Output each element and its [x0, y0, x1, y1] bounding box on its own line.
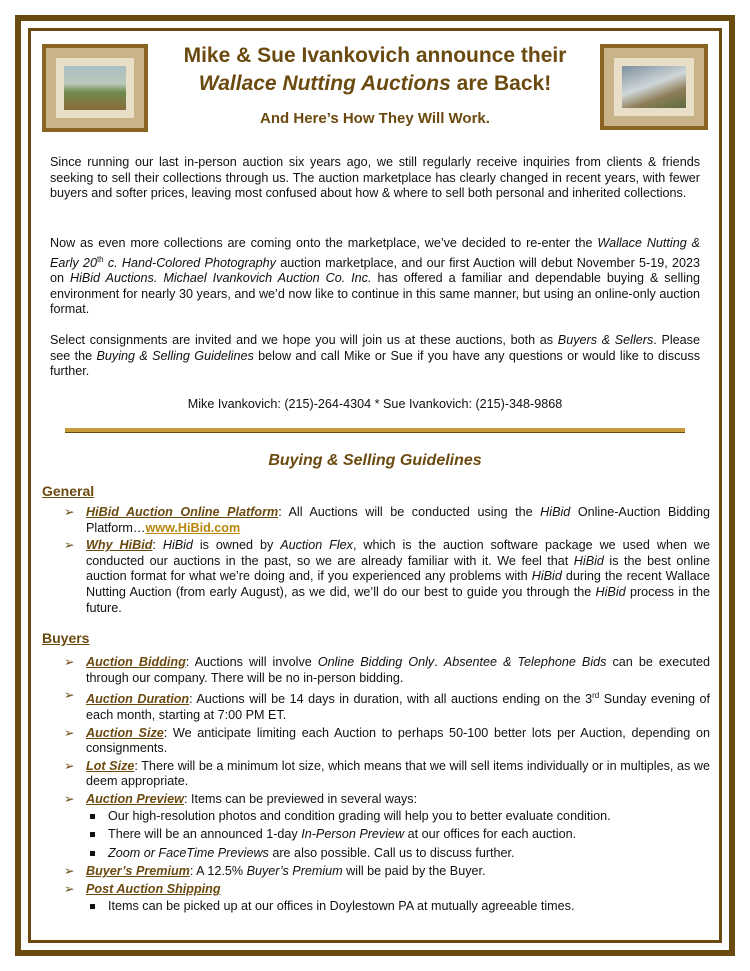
arrow-icon: ➢: [64, 725, 75, 740]
buyers-list: [64, 655, 710, 917]
square-bullet-icon: [90, 851, 95, 856]
arrow-icon: ➢: [64, 758, 75, 773]
list-item: ➢ Auction Duration: Auctions will be 14 days in duration, with all auctions ending on the 3rd Sunday evening of each month, starting at 7:00 PM ET.: [64, 688, 711, 722]
arrow-icon: ➢: [64, 655, 75, 669]
arrow-icon: ➢: [64, 881, 75, 896]
list-item: ➢ Auction Bidding: Auctions will involve Online Bidding Only. Absentee & Telephone Bids can be executed through our company. There will be no in-person bidding.: [64, 655, 711, 685]
page-subtitle: And Here’s How They Will Work.: [260, 110, 490, 127]
guidelines-title: Buying & Selling Guidelines: [268, 452, 482, 469]
list-item: ➢ HiBid Auction Online Platform: All Auctions will be conducted using the HiBid Online-Auction Bidding Platform…www.HiBid.com: [64, 505, 710, 535]
sub-item: Our high-resolution photos and condition grading will help you to better evaluate condition.: [86, 809, 710, 825]
intro-paragraph-3: Select consignments are invited and we hope you will join us at these auctions, both as Buyers & Sellers. Please see the Buying & Selling Guidelines below and call Mike or Sue if you have any questions or would like to discuss further.: [50, 333, 700, 378]
arrow-icon: ➢: [64, 505, 75, 519]
list-item: ➢ Auction Preview: Items can be previewed in several ways: Our high-resolution photos and condition grading will help you to better evaluate condition. There will be an announced 1-day In-Person Preview at our offices for each auction. Zoom or FaceTime Previews are also possible. Call us to discuss further.: [64, 792, 710, 861]
hibid-link[interactable]: www.HiBid.com: [145, 520, 241, 535]
page-title: Mike & Sue Ivankovich announce their: [183, 44, 567, 67]
arrow-icon: ➢: [64, 538, 75, 553]
sub-item: There will be an announced 1-day In-Person Preview at our offices for each auction.: [86, 827, 710, 843]
arrow-icon: ➢: [64, 791, 75, 806]
heading-buyers: Buyers: [42, 630, 90, 646]
preview-sublist: [86, 809, 710, 862]
heading-general: General: [42, 483, 95, 499]
intro-paragraph-2: Now as even more collections are coming onto the marketplace, we’ve decided to re-enter the Wallace Nutting & Early 20th c. Hand-Colored Photography auction marketplace, and our first Auction will debut November 5-19, 2023 on HiBid Auctions. Michael Ivankovich Auction Co. Inc. has offered a familiar and dependable buying & selling environment for nearly 30 years, and we’d now like to continue in this same manner, but using an online-only auction format.: [50, 236, 701, 317]
arrow-icon: ➢: [64, 688, 75, 703]
list-item: ➢ Buyer’s Premium: A 12.5% Buyer’s Premium will be paid by the Buyer.: [64, 864, 486, 879]
square-bullet-icon: [90, 904, 95, 909]
framed-photo-left: [42, 44, 148, 132]
intro-paragraph-1: Since running our last in-person auction six years ago, we still regularly receive inquiries from clients & friends seeking to sell their collections through us. The auction marketplace has clearly changed in recent years, with fewer buyers and softer prices, leaving most confused about how & where to sell both personal and inherited collections.: [50, 155, 700, 200]
shipping-sublist: [86, 899, 710, 915]
sub-item: Items can be picked up at our offices in Doylestown PA at mutually agreeable times.: [86, 899, 710, 915]
list-item: ➢ Why HiBid: HiBid is owned by Auction Flex, which is the auction software package we used when we conducted our auctions in the past, so we are already familiar with it. We feel that HiBid is the best online auction format for what we’re doing and, if you experienced any problems with HiBid during the recent Wallace Nutting Auction (from early August), as we did, we’ll do our best to guide you through the HiBid process in the future.: [64, 538, 710, 615]
general-list: [64, 505, 710, 618]
page-title-line2: Wallace Nutting Auctions are Back!: [198, 72, 552, 95]
square-bullet-icon: [90, 832, 95, 837]
list-item: ➢ Lot Size: There will be a minimum lot size, which means that we will sell items individually or in multiples, as we deem appropriate.: [64, 758, 710, 789]
square-bullet-icon: [90, 814, 95, 819]
framed-photo-right: [600, 44, 708, 130]
sub-item: Zoom or FaceTime Previews are also possible. Call us to discuss further.: [86, 846, 710, 862]
divider: [65, 428, 685, 433]
list-item: ➢ Post Auction Shipping Items can be picked up at our offices in Doylestown PA at mutually agreeable times.: [64, 882, 710, 914]
arrow-icon: ➢: [64, 864, 75, 879]
contact-line: Mike Ivankovich: (215)-264-4304 * Sue Ivankovich: (215)-348-9868: [187, 397, 563, 411]
list-item: ➢ Auction Size: We anticipate limiting each Auction to perhaps 50-100 better lots per Auction, depending on consignments.: [64, 725, 710, 756]
